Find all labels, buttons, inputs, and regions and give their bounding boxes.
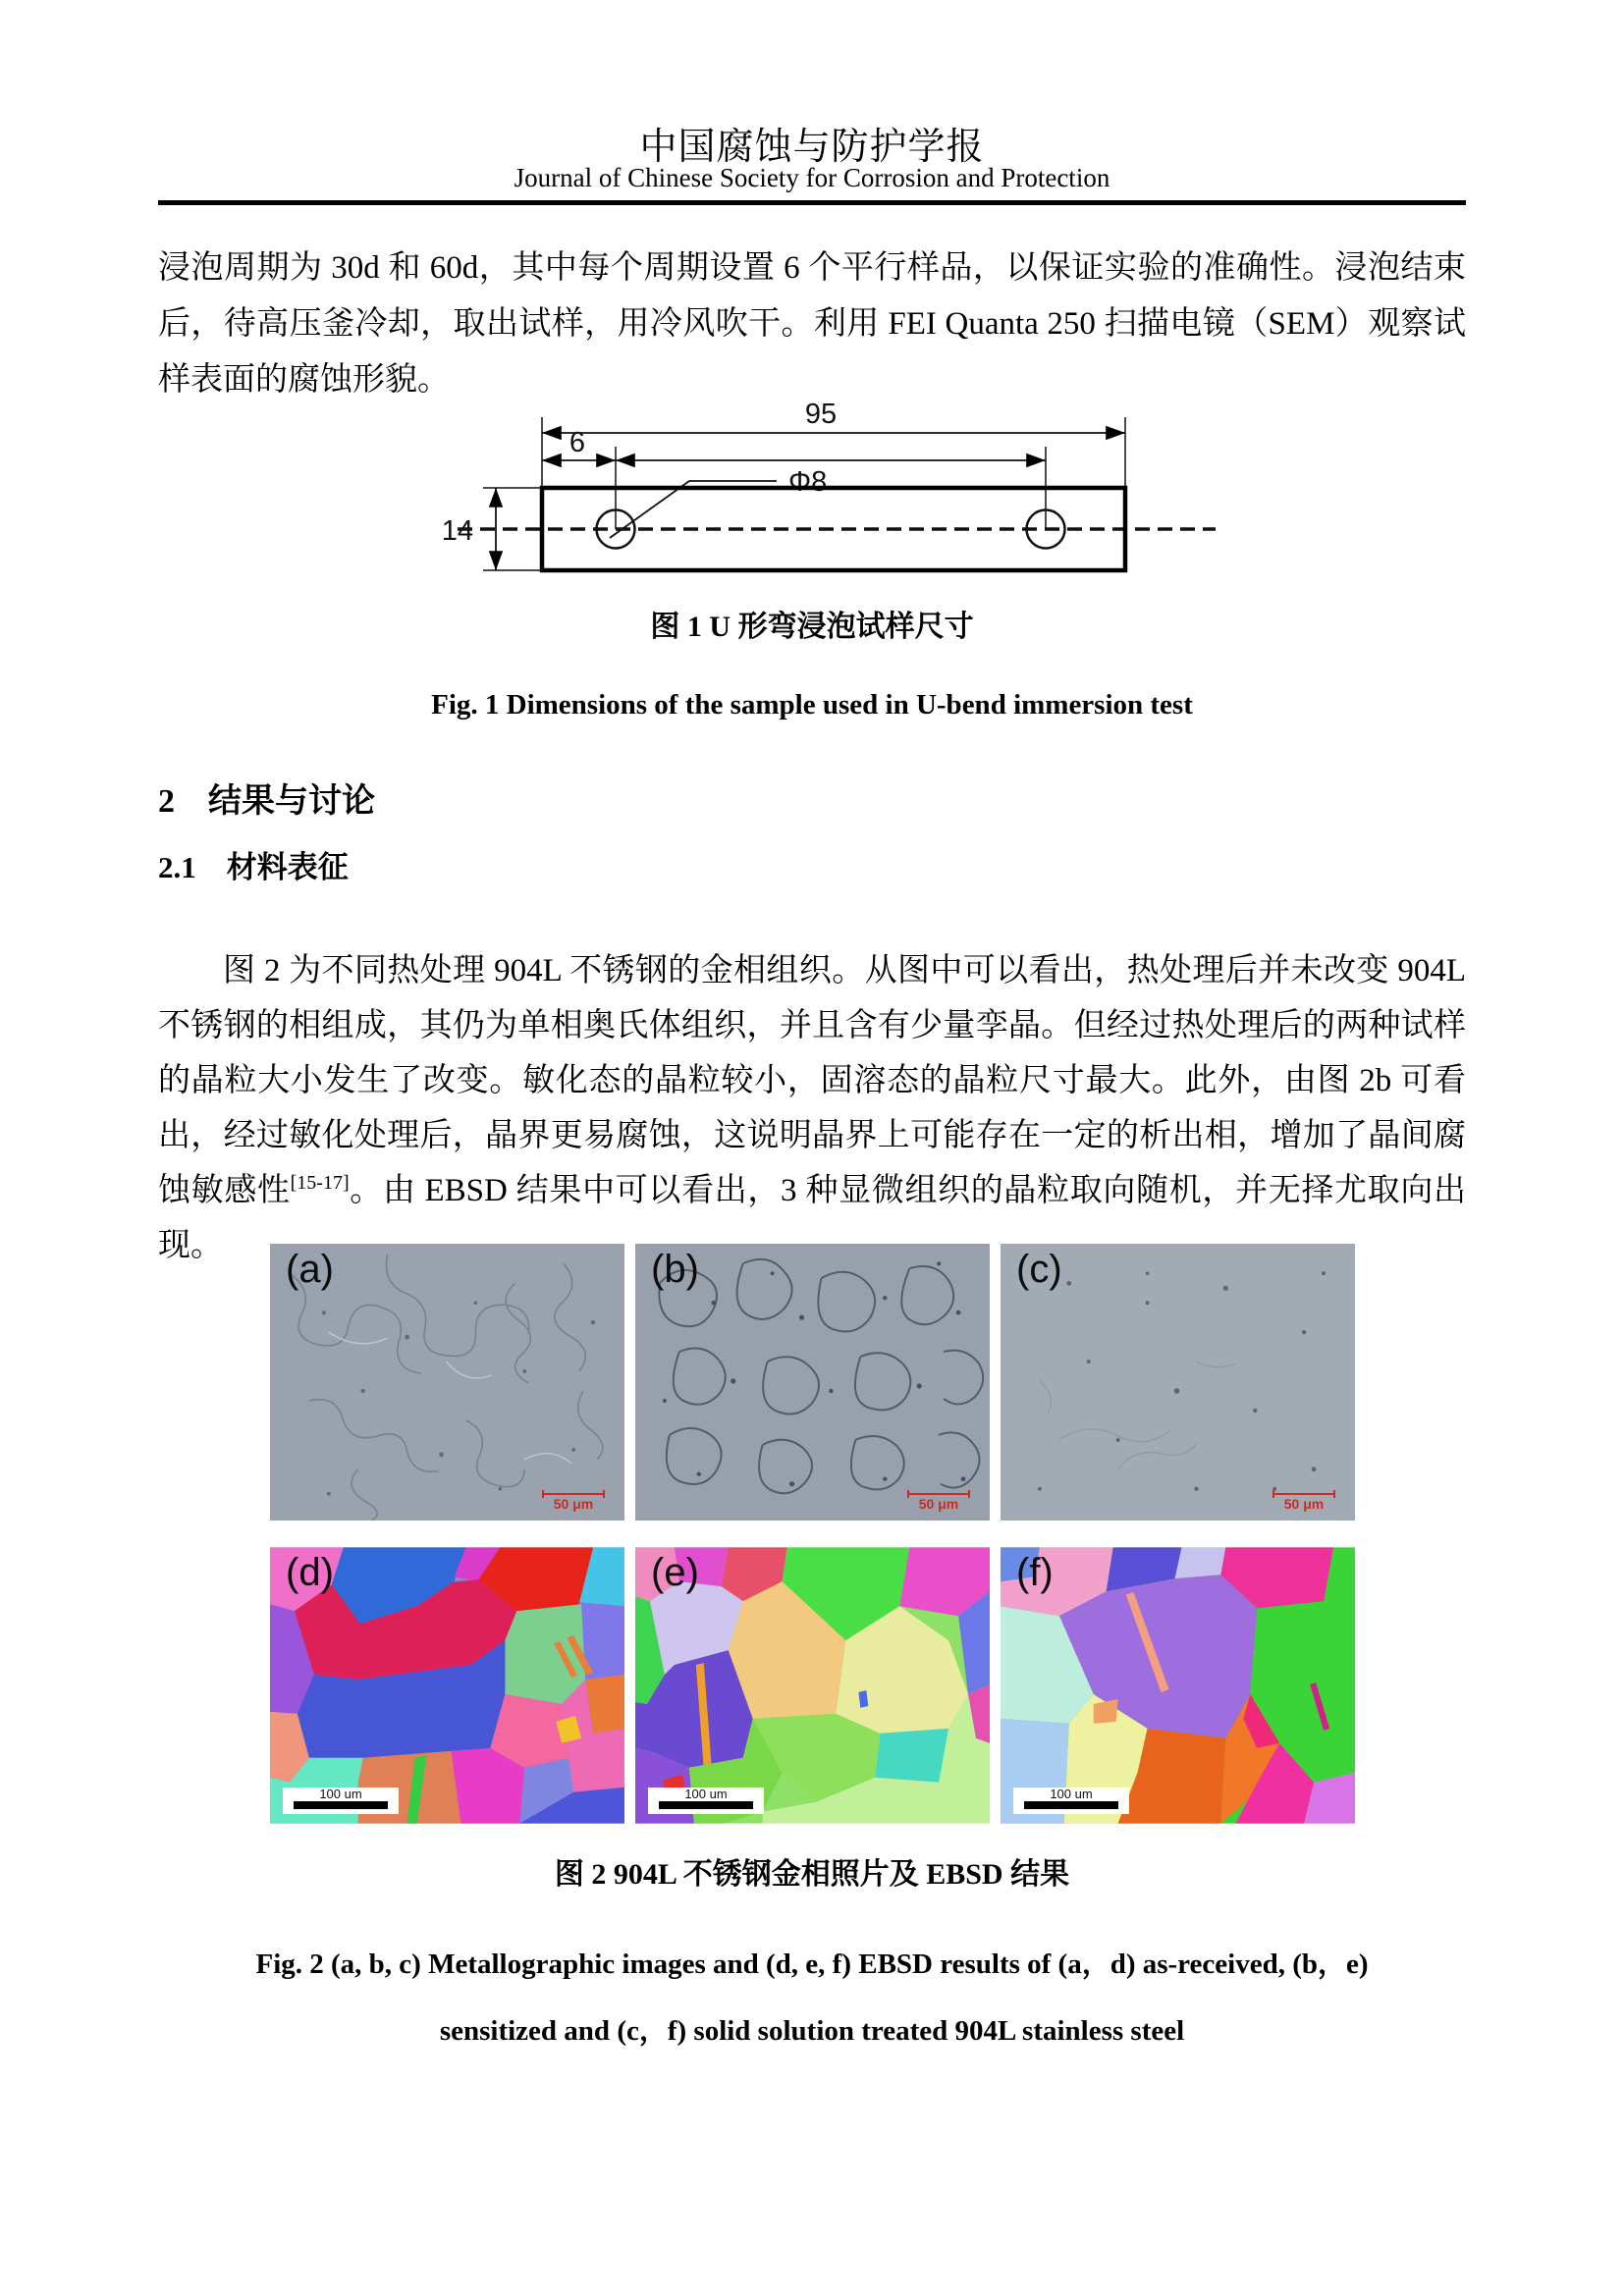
scale-bar-line — [542, 1493, 605, 1495]
scale-bar-metallographic — [903, 1493, 974, 1511]
panel-label-e: (e) — [651, 1551, 699, 1594]
journal-title-zh: 中国腐蚀与防护学报 — [639, 127, 985, 168]
scale-bar-ebsd — [648, 1788, 764, 1814]
figure2-panel-e-ebsd — [635, 1547, 990, 1824]
figure1-caption-zh: 图 1 U 形弯浸泡试样尺寸 — [650, 611, 974, 643]
paragraph2-main-text: 图 2 为不同热处理 904L 不锈钢的金相组织。从图中可以看出，热处理后并未改变 904L 不锈钢的相组成，其仍为单相奥氏体组织，并且含有少量孪晶。但经过热处理后的两种试样的晶粒大小发生了改变。敏化态的晶粒较小，固溶态的晶粒尺寸最大。此外，由图 2b 可看出，经过敏化处理后，晶界更易腐蚀，这说明晶界上可能存在一定的析出相，增加了晶间腐蚀敏感性 — [158, 953, 1466, 1208]
paragraph-microstructure — [158, 943, 1466, 1273]
panel-label-c: (c) — [1016, 1248, 1062, 1291]
panel-label-d: (d) — [286, 1551, 334, 1594]
figure2-panel-a-metallographic — [270, 1244, 624, 1521]
scale-bar-text: 100 um — [1050, 1787, 1093, 1801]
section-heading-results: 2 结果与讨论 — [158, 783, 375, 820]
scale-bar-line — [294, 1801, 388, 1809]
paragraph-immersion-test: 浸泡周期为 30d 和 60d，其中每个周期设置 6 个平行样品，以保证实验的准确性。浸泡结束后，待高压釜冷却，取出试样，用冷风吹干。利用 FEI Quanta 250 扫描电镜（SEM）观察试样表面的腐蚀形貌。 — [158, 250, 1466, 398]
scale-bar-line — [907, 1493, 970, 1495]
figure2-caption-zh: 图 2 904L 不锈钢金相照片及 EBSD 结果 — [554, 1858, 1070, 1891]
scale-bar-text: 100 um — [319, 1787, 362, 1801]
figure2-grid — [270, 1244, 1355, 1824]
scale-bar-line — [659, 1801, 753, 1809]
scale-bar-text: 50 μm — [1283, 1496, 1325, 1512]
ebsd-grain-map — [1001, 1547, 1355, 1824]
dim-6-label: 6 — [568, 427, 586, 458]
panel-label-a: (a) — [286, 1248, 334, 1291]
scale-bar-ebsd — [283, 1788, 399, 1814]
figure2-caption-en-line1: Fig. 2 (a, b, c) Metallographic images and (d, e, f) EBSD results of (a，d) as-received, (b，e) — [255, 1949, 1369, 1980]
panel-label-b: (b) — [651, 1248, 699, 1291]
paragraph2-tail-text: 。由 EBSD 结果中可以看出，3 种显微组织的晶粒取向随机，并无择尤取向出现。 — [158, 1173, 1466, 1263]
reference-superscript: [15-17] — [290, 1172, 350, 1194]
scale-bar-text: 100 um — [684, 1787, 728, 1801]
figure2-caption-en-line2: sensitized and (c，f) solid solution treated 904L stainless steel — [439, 2015, 1185, 2047]
scale-bar-metallographic — [1269, 1493, 1339, 1511]
scale-bar-text: 50 μm — [553, 1496, 594, 1512]
scale-bar-metallographic — [538, 1493, 609, 1511]
figure2-panel-f-ebsd — [1001, 1547, 1355, 1824]
scale-bar-text: 50 μm — [918, 1496, 959, 1512]
figure2-panel-b-metallographic — [635, 1244, 990, 1521]
subsection-heading-characterization: 2.1 材料表征 — [158, 850, 349, 884]
figure2-panel-d-ebsd — [270, 1547, 624, 1824]
scale-bar-line — [1024, 1801, 1118, 1809]
header-rule — [158, 200, 1466, 205]
scale-bar-ebsd — [1013, 1788, 1129, 1814]
dim-phi8-label: Φ8 — [788, 466, 828, 498]
dim-14-label: 14 — [441, 515, 473, 547]
u-bend-sample-drawing — [430, 391, 1227, 603]
figure1-caption-en: Fig. 1 Dimensions of the sample used in U-bend immersion test — [431, 689, 1193, 721]
journal-title-en: Journal of Chinese Society for Corrosion and Protection — [514, 163, 1110, 192]
figure1-drawing — [430, 391, 1227, 603]
scale-bar-line — [1272, 1493, 1335, 1495]
panel-label-f: (f) — [1016, 1551, 1054, 1594]
dim-95-label: 95 — [804, 399, 838, 430]
figure2-panel-c-metallographic — [1001, 1244, 1355, 1521]
